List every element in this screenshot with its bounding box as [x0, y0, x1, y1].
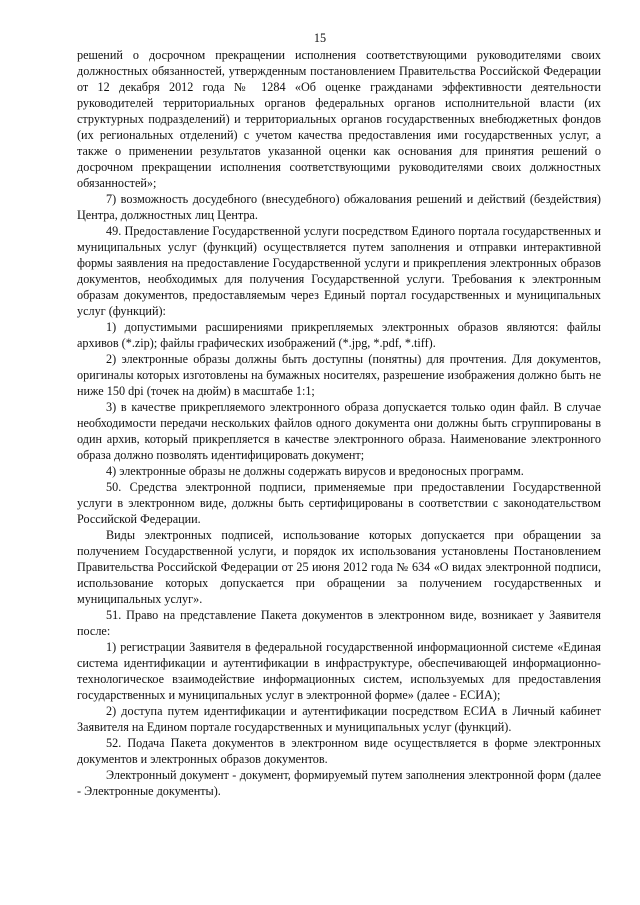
paragraph-item-7: 7) возможность досудебного (внесудебного) обжалования решений и действий (бездействия) Центра, должностных лиц Центра.: [77, 192, 601, 222]
paragraph-51: 51. Право на представление Пакета документов в электронном виде, возникает у Заявителя после:: [77, 608, 601, 638]
page-number: 15: [313, 31, 327, 45]
paragraph-49-item-3: 3) в качестве прикрепляемого электронного образа допускается только один файл. В случае необходимости передачи нескольких файлов одного документа они должны быть сгруппированы в один архив, который прикрепляется в качестве электронного образа. Наименование электронного образа должно позволять идентифицировать документ;: [77, 400, 601, 462]
paragraph-49-item-1: 1) допустимыми расширениями прикрепляемых электронных образов являются: файлы архивов (*.zip); файлы графических изображений (*.jpg, *.pdf, *.tiff).: [77, 320, 601, 350]
document-body: [77, 47, 601, 799]
paragraph-49-item-4: 4) электронные образы не должны содержать вирусов и вредоносных программ.: [106, 464, 524, 478]
paragraph-52-definition: Электронный документ - документ, формируемый путем заполнения электронной форм (далее - Электронные документы).: [77, 768, 601, 798]
paragraph-51-item-2: 2) доступа путем идентификации и аутентификации посредством ЕСИА в Личный кабинет Заявителя на Едином портале государственных и муниципальных услуг (функций).: [77, 704, 601, 734]
paragraph-51-item-1: 1) регистрации Заявителя в федеральной государственной информационной системе «Единая система идентификации и аутентификации в инфраструктуре, обеспечивающей информационно-технологическое взаимодействие информационных систем, используемых для предоставления государственных и муниципальных услуг в электронной форме» (далее - ЕСИА);: [77, 640, 601, 702]
paragraph-50: 50. Средства электронной подписи, применяемые при предоставлении Государственной услуги в электронном виде, должны быть сертифицированы в соответствии с законодательством Российской Федерации.: [77, 480, 601, 526]
paragraph-49-item-2: 2) электронные образы должны быть доступны (понятны) для прочтения. Для документов, оригиналы которых изготовлены на бумажных носителях, разрешение изображения должно быть не ниже 150 dpi (точек на дюйм) в масштабе 1:1;: [77, 352, 601, 398]
paragraph-50-signatures: Виды электронных подписей, использование которых допускается при обращении за получением Государственной услуги, и порядок их использования установлены Постановлением Правительства Российской Федерации от 25 июня 2012 года № 634 «О видах электронной подписи, использование которых допускается при обращении за получением государственных и муниципальных услуг».: [77, 528, 601, 606]
paragraph-49: 49. Предоставление Государственной услуги посредством Единого портала государственных и муниципальных услуг (функций) осуществляется путем заполнения и отправки интерактивной формы заявления на предоставление Государственной услуги и прикрепления электронных образов документов, необходимых для получения Государственной услуги. Требования к электронным образам документов, предоставляемым через Единый портал государственных и муниципальных услуг (функций):: [77, 224, 601, 318]
paragraph-52: 52. Подача Пакета документов в электронном виде осуществляется в форме электронных документов и электронных образов документов.: [77, 736, 601, 766]
paragraph-continuation: решений о досрочном прекращении исполнения соответствующими руководителями своих должностных обязанностей, утвержденным постановлением Правительства Российской Федерации от 12 декабря 2012 года № 1284 «Об оценке гражданами эффективности деятельности руководителей территориальных органов федеральных органов исполнительной власти (их структурных подразделений) и территориальных органов государственных внебюджетных фондов (их региональных отделений) с учетом качества предоставления ими государственных услуг, а также о применении результатов указанной оценки как основания для принятия решений о досрочном прекращении исполнения соответствующими руководителями своих должностных обязанностей»;: [77, 48, 601, 190]
